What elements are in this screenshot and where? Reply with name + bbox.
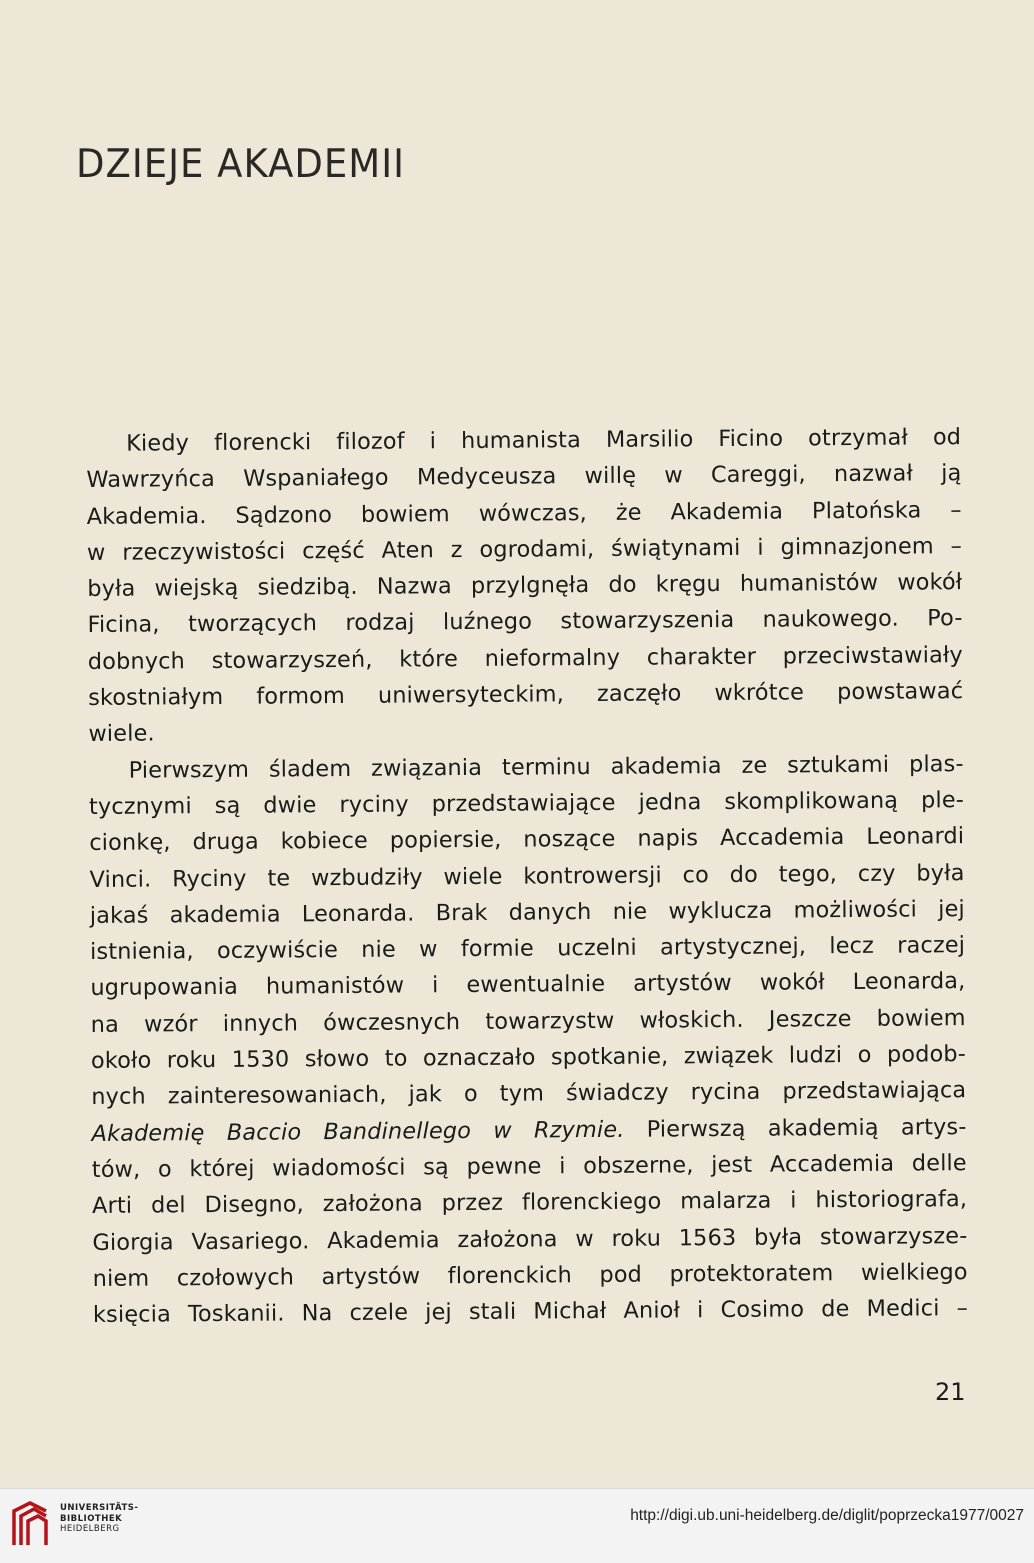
chapter-title: DZIEJE AKADEMII (76, 140, 406, 187)
text-line: Vinci. Ryciny te wzbudziły wiele kontrowersji co do tego, czy była (89, 859, 965, 893)
text-line: nych zainteresowaniach, jak o tym świadczy rycina przedstawiająca (91, 1077, 967, 1111)
text-line: Giorgia Vasariego. Akademia założona w roku 1563 była stowarzysze- (92, 1222, 968, 1256)
text-line: tów, o której wiadomości są pewne i obszerne, jest Accademia delle (91, 1150, 967, 1183)
text-line: na wzór innych ówczesnych towarzystw włoskich. Jeszcze bowiem (90, 1004, 966, 1038)
text-line: około roku 1530 słowo to oznaczało spotkanie, związek ludzi o podob- (90, 1041, 967, 1075)
source-url-link[interactable]: http://digi.ub.uni-heidelberg.de/diglit/poprzecka1977/0027 (630, 1507, 1024, 1524)
text-line: Wawrzyńca Wspaniałego Medyceusza willę w Careggi, nazwał ją (86, 460, 962, 494)
text-line: ugrupowania humanistów i ewentualnie artystów wokół Leonarda, (90, 968, 966, 1002)
text-line: Arti del Disegno, założona przez florenckiego malarza i historiografa, (92, 1186, 968, 1220)
text-line: niem czołowych artystów florenckich pod protektoratem wielkiego (92, 1258, 968, 1292)
text-line: Pierwszym śladem związania terminu akademia ze sztukami plas- (128, 750, 964, 784)
text-line: jakaś akademia Leonarda. Brak danych nie wyklucza możliwości jej (89, 895, 965, 929)
library-logo-icon (10, 1501, 50, 1549)
italic-artwork-title: Akademię Baccio Bandinellego w Rzymie. (91, 1116, 625, 1147)
text-line: w rzeczywistości część Aten z ogrodami, świątynami i gimnazjonem – (86, 533, 963, 566)
text-line: Ficina, tworzących rodzaj luźnego stowarzyszenia naukowego. Po- (87, 605, 963, 639)
text-line: istnienia, oczywiście nie w formie uczelni artystycznej, lecz raczej (90, 932, 966, 966)
text-line-with-italic-title: Akademię Baccio Bandinellego w Rzymie. Pierwszą akademią artys- (91, 1113, 967, 1147)
text-line: wiele. (88, 720, 155, 748)
text-line: księcia Toskanii. Na czele jej stali Michał Anioł i Cosimo de Medici – (92, 1295, 969, 1329)
body-text (86, 419, 968, 1333)
text-line: cionkę, druga kobiece popiersie, noszące napis Accademia Leonardi (89, 823, 965, 857)
text-line: Akademia. Sądzono bowiem wówczas, że Akademia Platońska – (86, 496, 962, 530)
text-line: skostniałym formom uniwersyteckim, zaczęło wkrótce powstawać (88, 678, 964, 712)
text-line: dobnych stowarzyszeń, które nieformalny charakter przeciwstawiały (87, 641, 963, 675)
text-line: tycznymi są dwie ryciny przedstawiające jedna skomplikowaną ple- (88, 787, 965, 820)
library-name: UNIVERSITÄTS- BIBLIOTHEK HEIDELBERG (60, 1503, 139, 1534)
digitization-footer (0, 1488, 1034, 1563)
page-number: 21 (935, 1378, 966, 1406)
text-line: była wiejską siedzibą. Nazwa przylgnęła do kręgu humanistów wokół (87, 569, 963, 603)
text-line: Kiedy florencki filozof i humanista Marsilio Ficino otrzymał od (126, 424, 962, 457)
